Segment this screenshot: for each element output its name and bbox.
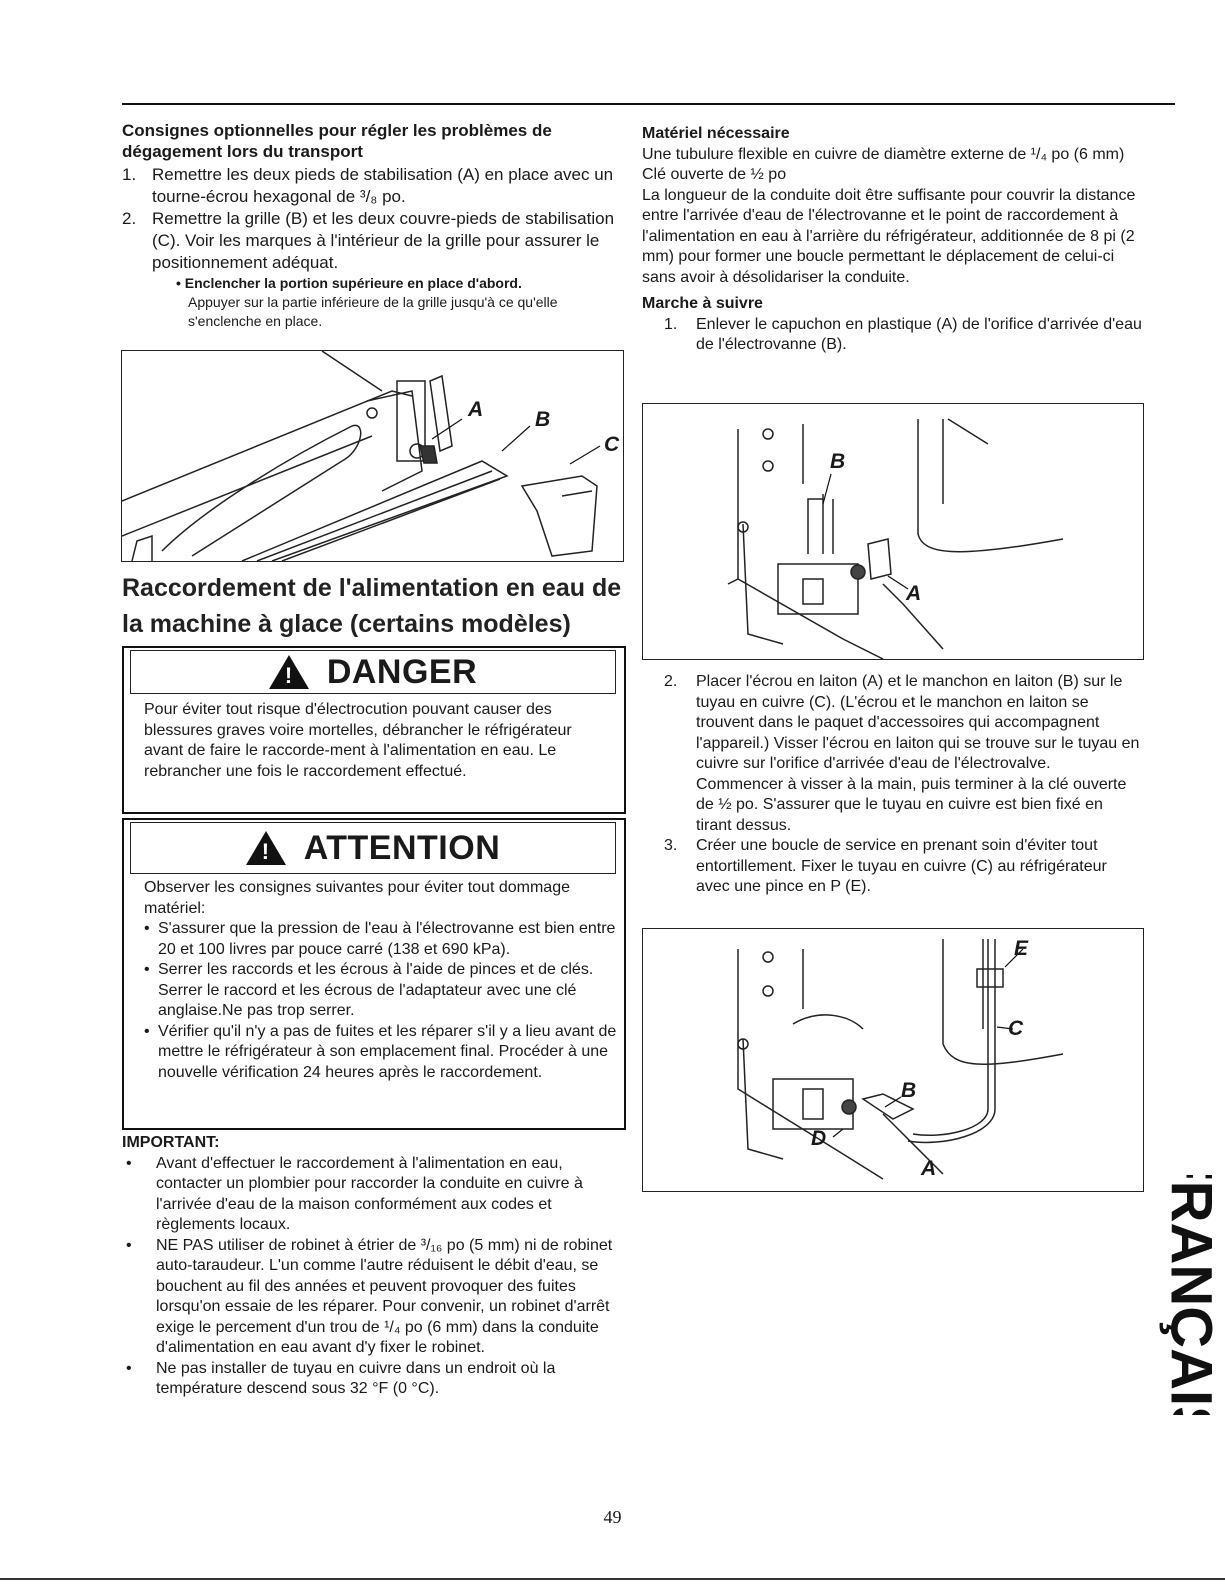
step-text: Remettre les deux pieds de stabilisation (A) en place avec un tourne-écrou hexagonal de ³/₈ po.	[152, 165, 614, 206]
warning-icon	[246, 831, 286, 865]
language-tab-graphic	[1155, 1175, 1219, 1415]
step-1	[122, 164, 622, 208]
procedure-step-3	[642, 836, 1142, 898]
right-column	[642, 124, 1142, 356]
attention-box	[122, 818, 626, 1130]
material-line: Une tubulure flexible en cuivre de diamètre externe de ¹/₄ po (6 mm)	[642, 145, 1125, 163]
label-b: B	[901, 1079, 917, 1102]
step-number: 1.	[664, 315, 678, 333]
label-a: A	[921, 1157, 937, 1180]
procedure-step-2	[642, 672, 1142, 836]
danger-banner	[130, 650, 616, 694]
bullet-text: Avant d'effectuer le raccordement à l'alimentation en eau, contacter un plombier pour raccorder la conduite en cuivre à l'arrivée d'eau de la maison conformément aux codes et règlements locaux.	[156, 1154, 583, 1233]
procedure-title: Marche à suivre	[642, 295, 763, 312]
figure-grille	[121, 350, 624, 562]
attention-intro: Observer les consignes suivantes pour éviter tout dommage matériel:	[144, 879, 570, 917]
bullet-text: NE PAS utiliser de robinet à étrier de ³/₁₆ po (5 mm) ni de robinet auto-taraudeur. L'un comme l'autre réduisent le débit d'eau, se bouchent au fil des années et peuvent provoquer des fuites lorsqu'on essaie de les réparer. Pour convenir, un robinet d'arrêt exige le percement d'un trou de ¹/₄ po (6 mm) dans la conduite d'alimentation en eau avant d'y fixer le robinet.	[156, 1236, 613, 1356]
section-title: Consignes optionnelles pour régler les problèmes de dégagement lors du transport	[122, 121, 552, 161]
figure-valve-1	[642, 403, 1144, 660]
bullet-text: S'assurer que la pression de l'eau à l'électrovanne est bien entre 20 et 100 livres par pouce carré (138 et 690 kPa).	[158, 920, 616, 958]
bullet-text: Ne pas installer de tuyau en cuivre dans un endroit où la température descend sous 32 °F (0 °C).	[156, 1359, 556, 1397]
substep-text: Appuyer sur la partie inférieure de la grille jusqu'à ce qu'elle s'enclenche en place.	[188, 294, 558, 329]
step-text: Créer une boucle de service en prenant soin d'éviter tout entortillement. Fixer le tuyau en cuivre (C) au réfrigérateur avec une pince en P (E).	[696, 837, 1107, 895]
label-b: B	[535, 408, 551, 431]
procedure-step-1	[642, 315, 1142, 356]
attention-bullet: • Vérifier qu'il n'y a pas de fuites et les réparer s'il y a lieu avant de mettre le réfrigérateur à son emplacement final. Procéder à une nouvelle vérification 24 heures après le raccordement.	[144, 1022, 620, 1084]
label-a: A	[906, 582, 922, 605]
material-line: Clé ouverte de ½ po	[642, 166, 787, 183]
figure-valve-2	[642, 928, 1144, 1192]
attention-bullet: • Serrer les raccords et les écrous à l'aide de pinces et de clés. Serrer le raccord et les écrous de l'adaptateur avec une clé anglaise.Ne pas trop serrer.	[144, 960, 620, 1022]
label-b: B	[830, 450, 846, 473]
important-bullet: • NE PAS utiliser de robinet à étrier de ³/₁₆ po (5 mm) ni de robinet auto-taraudeur. L'un comme l'autre réduisent le débit d'eau, se bouchent au fil des années et peuvent provoquer des fuites lorsqu'on essaie de les réparer. Pour convenir, un robinet d'arrêt exige le percement d'un trou de ¹/₄ po (6 mm) dans la conduite d'alimentation en eau avant d'y fixer le robinet.	[122, 1236, 622, 1359]
language-tab	[1155, 1175, 1219, 1415]
step-2	[122, 208, 622, 274]
main-title: Raccordement de l'alimentation en eau de la machine à glace (certains modèles)	[122, 574, 622, 638]
important-title: IMPORTANT:	[122, 1134, 220, 1151]
label-d: D	[811, 1127, 827, 1150]
page-number: 49	[603, 1507, 622, 1527]
step-text: Remettre la grille (B) et les deux couvre-pieds de stabilisation (C). Voir les marques à l'intérieur de la grille pour assurer le positionnement adéquat.	[152, 209, 615, 272]
label-a: A	[468, 398, 484, 421]
valve-illustration-1	[643, 404, 1143, 659]
attention-bullet: • S'assurer que la pression de l'eau à l'électrovanne est bien entre 20 et 100 livres par pouce carré (138 et 690 kPa).	[144, 919, 620, 960]
substep-bold: • Enclencher la portion supérieure en place d'abord.	[176, 275, 522, 291]
warning-icon	[269, 655, 309, 689]
attention-content	[144, 878, 620, 1083]
label-c: C	[1008, 1017, 1024, 1040]
step-text: Placer l'écrou en laiton (A) et le manchon en laiton (B) sur le tuyau en cuivre (C). (L'écrou et le manchon en laiton se trouvent dans le paquet d'accessoires qui accompagnent l'appareil.) Visser l'écrou en laiton qui se trouve sur le tuyau en cuivre sur l'orifice d'arrivée d'eau de l'électrovalve. Commencer à visser à la main, puis terminer à la clé ouverte de ½ po. S'assurer que le tuyau en cuivre est bien fixé en tirant dessus.	[696, 673, 1140, 834]
language-tab-label: FRANÇAIS	[1158, 1175, 1219, 1415]
step-text: Enlever le capuchon en plastique (A) de l'orifice d'arrivée d'eau de l'électrovanne (B).	[696, 315, 1142, 353]
bullet-text: Vérifier qu'il n'y a pas de fuites et les réparer s'il y a lieu avant de mettre le réfrigérateur à son emplacement final. Procéder à une nouvelle vérification 24 heures après le raccordement.	[158, 1022, 617, 1081]
substep	[176, 274, 622, 331]
material-title: Matériel nécessaire	[642, 125, 790, 142]
valve-illustration-2	[643, 929, 1143, 1191]
step-number: 2.	[122, 209, 137, 228]
right-steps-continued	[642, 672, 1142, 898]
bullet-text: Serrer les raccords et les écrous à l'aide de pinces et de clés. Serrer le raccord et les écrous de l'adaptateur avec une clé anglaise.Ne pas trop serrer.	[158, 961, 594, 1019]
label-c: C	[604, 433, 620, 456]
step-number: 1.	[122, 165, 137, 184]
material-line: La longueur de la conduite doit être suffisante pour couvrir la distance entre l'arrivée d'eau de l'électrovanne et le point de raccordement à l'alimentation en eau à l'arrière du réfrigérateur, additionnée de 8 pi (2 mm) pour former une boucle permettant le déplacement de celui-ci sans avoir à désolidariser la conduite.	[642, 186, 1136, 286]
important-bullet: • Avant d'effectuer le raccordement à l'alimentation en eau, contacter un plombier pour raccorder la conduite en cuivre à l'arrivée d'eau de la maison conformément aux codes et règlements locaux.	[122, 1154, 622, 1236]
attention-banner	[130, 822, 616, 874]
important-bullet: • Ne pas installer de tuyau en cuivre dans un endroit où la température descend sous 32 °F (0 °C).	[122, 1359, 622, 1400]
bottom-rule	[0, 1578, 1225, 1580]
step-number: 3.	[664, 837, 678, 854]
grille-illustration	[122, 351, 623, 561]
label-e: E	[1014, 937, 1029, 960]
step-number: 2.	[664, 673, 678, 690]
danger-title: DANGER	[326, 652, 478, 691]
attention-title: ATTENTION	[303, 828, 501, 867]
top-rule	[122, 103, 1175, 105]
danger-box	[122, 646, 626, 814]
danger-text: Pour éviter tout risque d'électrocution pouvant causer des blessures graves voire mortelles, débrancher le réfrigérateur avant de faire le raccorde-ment à l'alimentation en eau. Le rebrancher une fois le raccordement effectué.	[144, 701, 572, 780]
important-section	[122, 1133, 622, 1400]
left-column	[122, 120, 622, 331]
